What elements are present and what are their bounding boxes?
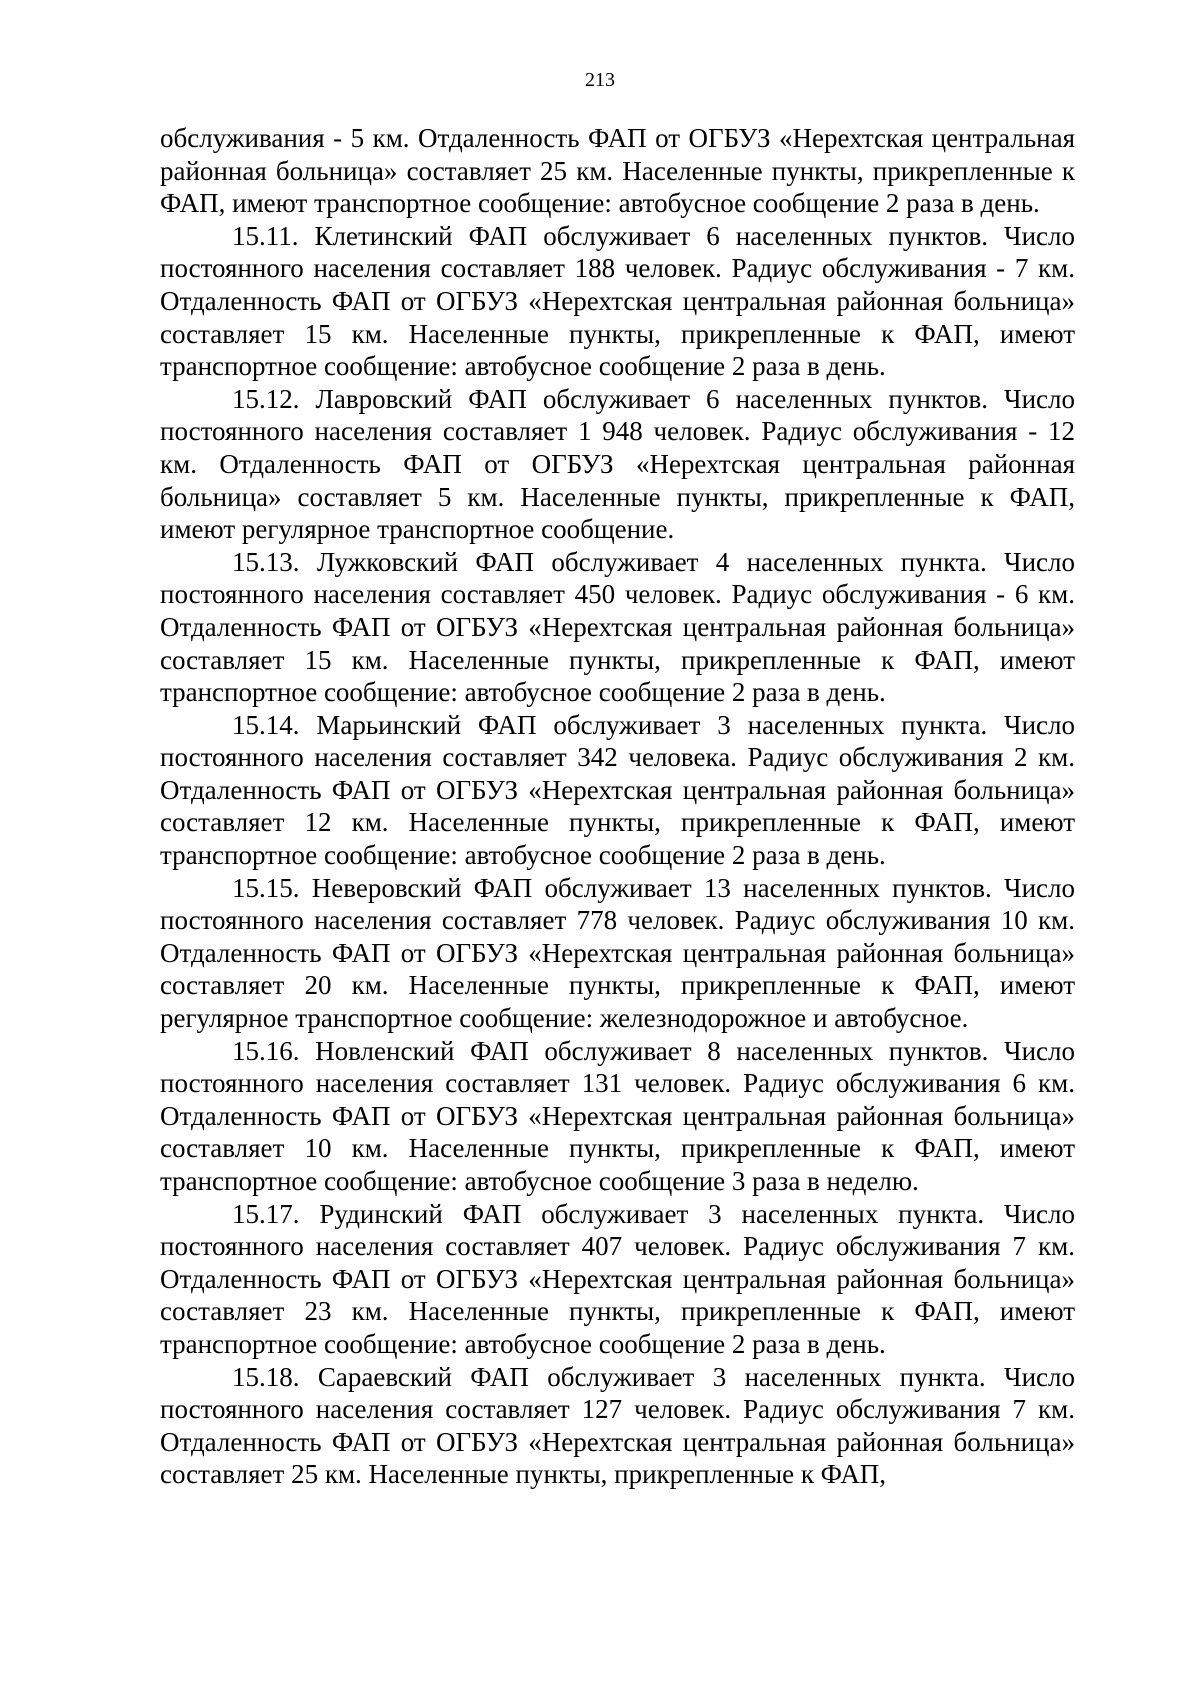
paragraph-15-18: 15.18. Сараевский ФАП обслуживает 3 населенных пункта. Число постоянного населения составляет 127 человек. Радиус обслуживания 7 км. Отдаленность ФАП от ОГБУЗ «Нерехтская центральная районная больница» составляет 25 км. Населенные пункты, прикрепленные к ФАП, (160, 1361, 1075, 1490)
page-number: 213 (585, 69, 615, 91)
paragraph-15-17: 15.17. Рудинский ФАП обслуживает 3 населенных пункта. Число постоянного населения составляет 407 человек. Радиус обслуживания 7 км. Отдаленность ФАП от ОГБУЗ «Нерехтская центральная районная больница» составляет 23 км. Населенные пункты, прикрепленные к ФАП, имеют транспортное сообщение: автобусное сообщение 2 раза в день. (160, 1198, 1075, 1359)
document-body (160, 122, 1075, 1491)
paragraph-15-13: 15.13. Лужковский ФАП обслуживает 4 населенных пункта. Число постоянного населения составляет 450 человек. Радиус обслуживания - 6 км. Отдаленность ФАП от ОГБУЗ «Нерехтская центральная районная больница» составляет 15 км. Населенные пункты, прикрепленные к ФАП, имеют транспортное сообщение: автобусное сообщение 2 раза в день. (160, 546, 1075, 708)
paragraph-15-16: 15.16. Новленский ФАП обслуживает 8 населенных пунктов. Число постоянного населения составляет 131 человек. Радиус обслуживания 6 км. Отдаленность ФАП от ОГБУЗ «Нерехтская центральная районная больница» составляет 10 км. Населенные пункты, прикрепленные к ФАП, имеют транспортное сообщение: автобусное сообщение 3 раза в неделю. (160, 1035, 1075, 1196)
paragraph-15-14: 15.14. Марьинский ФАП обслуживает 3 населенных пункта. Число постоянного населения составляет 342 человека. Радиус обслуживания 2 км. Отдаленность ФАП от ОГБУЗ «Нерехтская центральная районная больница» составляет 12 км. Населенные пункты, прикрепленные к ФАП, имеют транспортное сообщение: автобусное сообщение 2 раза в день. (160, 709, 1075, 871)
paragraph-15-12: 15.12. Лавровский ФАП обслуживает 6 населенных пунктов. Число постоянного населения составляет 1 948 человек. Радиус обслуживания - 12 км. Отдаленность ФАП от ОГБУЗ «Нерехтская центральная районная больница» составляет 5 км. Населенные пункты, прикрепленные к ФАП, имеют регулярное транспортное сообщение. (160, 383, 1075, 545)
paragraph-15-11: 15.11. Клетинский ФАП обслуживает 6 населенных пунктов. Число постоянного населения составляет 188 человек. Радиус обслуживания - 7 км. Отдаленность ФАП от ОГБУЗ «Нерехтская центральная районная больница» составляет 15 км. Населенные пункты, прикрепленные к ФАП, имеют транспортное сообщение: автобусное сообщение 2 раза в день. (160, 220, 1075, 382)
paragraph-15-15: 15.15. Неверовский ФАП обслуживает 13 населенных пунктов. Число постоянного населения составляет 778 человек. Радиус обслуживания 10 км. Отдаленность ФАП от ОГБУЗ «Нерехтская центральная районная больница» составляет 20 км. Населенные пункты, прикрепленные к ФАП, имеют регулярное транспортное сообщение: железнодорожное и автобусное. (160, 872, 1075, 1034)
paragraph-continuation: обслуживания - 5 км. Отдаленность ФАП от ОГБУЗ «Нерехтская центральная районная больница» составляет 25 км. Населенные пункты, прикрепленные к ФАП, имеют транспортное сообщение: автобусное сообщение 2 раза в день. (160, 123, 1075, 219)
